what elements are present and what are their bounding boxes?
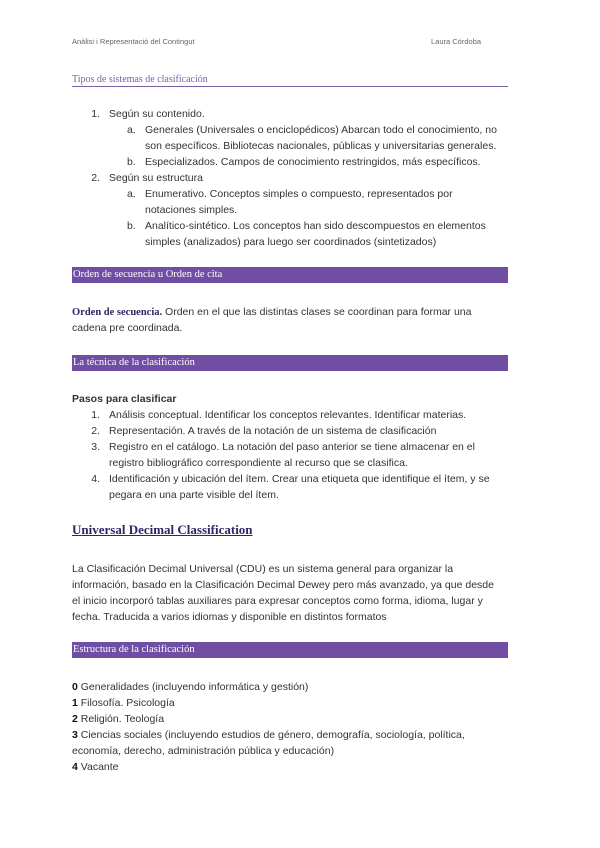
header-author: Laura Córdoba: [431, 37, 482, 46]
udc-line: La Clasificación Decimal Universal (CDU) es un sistema general para organizar la: [72, 563, 454, 575]
steps-subtitle: Pasos para clasificar: [72, 393, 177, 405]
udc-line: información, basado en la Clasificación Decimal Dewey pero más avanzado, ya que desde: [72, 579, 494, 591]
step-number: 2.: [91, 425, 100, 437]
udc-title: Universal Decimal Classification: [72, 522, 253, 537]
class-row: [72, 759, 119, 775]
sub-item-line: Enumerativo. Conceptos simples o compuesto, representados por: [145, 188, 453, 200]
udc-line: fecha. Traducida a varios idiomas y disponible en distintos formatos: [72, 611, 387, 623]
class-number: 1: [72, 697, 78, 709]
class-row: [72, 727, 465, 743]
sub-item-line: Especializados. Campos de conocimiento restringidos, más específicos.: [145, 156, 481, 168]
orden-paragraph: [72, 304, 471, 321]
sub-letter: b.: [127, 220, 136, 232]
class-label: Religión. Teología: [77, 713, 165, 725]
header-course-title: Anàlisi i Representació del Contingut: [72, 37, 195, 46]
orden-definition: Orden en el que las distintas clases se coordinan para formar una: [162, 306, 472, 318]
sub-item-line: Analítico-sintético. Los conceptos han sido descompuestos en elementos: [145, 220, 486, 232]
step-line: Representación. A través de la notación de un sistema de clasificación: [109, 425, 437, 437]
list-item: Según su contenido.: [109, 108, 205, 120]
sub-letter: a.: [127, 124, 136, 136]
sub-item-line: son específicos. Bibliotecas nacionales, públicas y universitarias generales.: [145, 140, 497, 152]
step-line: Registro en el catálogo. La notación del paso anterior se tiene almacenar en el: [109, 441, 475, 453]
step-number: 3.: [91, 441, 100, 453]
orden-paragraph-line2: cadena pre coordinada.: [72, 322, 183, 334]
step-number: 1.: [91, 409, 100, 421]
section-bar-orden: Orden de secuencia u Orden de cita: [72, 267, 508, 283]
udc-line: el inicio incorporó tablas auxiliares para expresar conceptos como forma, idioma, lugar y: [72, 595, 483, 607]
step-number: 4.: [91, 473, 100, 485]
list-number: 1.: [91, 108, 100, 120]
sub-letter: b.: [127, 156, 136, 168]
sub-item-line: Generales (Universales o enciclopédicos) Abarcan todo el conocimiento, no: [145, 124, 497, 136]
class-row: [72, 679, 308, 695]
step-line: registro bibliográfico correspondiente al recurso que se clasifica.: [109, 457, 408, 469]
class-number: 2: [72, 713, 78, 725]
step-line: Análisis conceptual. Identificar los conceptos relevantes. Identificar materias.: [109, 409, 467, 421]
sub-letter: a.: [127, 188, 136, 200]
class-row-continuation: economía, derecho, administración pública y educación): [72, 745, 335, 757]
class-number: 3: [72, 729, 78, 741]
section-bar-tecnica: La técnica de la clasificación: [72, 355, 508, 371]
class-row: [72, 711, 164, 727]
class-label: Generalidades (incluyendo informática y gestión): [77, 681, 309, 693]
section-link-tipos[interactable]: Tipos de sistemas de clasificación: [72, 74, 508, 87]
sub-item-line: simples (analizados) para luego ser coordinados (sintetizados): [145, 236, 437, 248]
class-number: 4: [72, 761, 78, 773]
class-label: Ciencias sociales (incluyendo estudios de género, demografía, sociología, política,: [77, 729, 465, 741]
sub-item-line: notaciones simples.: [145, 204, 238, 216]
list-number: 2.: [91, 172, 100, 184]
class-label: Vacante: [77, 761, 119, 773]
class-number: 0: [72, 681, 78, 693]
class-row: [72, 695, 175, 711]
list-item: Según su estructura: [109, 172, 203, 184]
class-label: Filosofía. Psicología: [77, 697, 175, 709]
step-line: pegara en una parte visible del ítem.: [109, 489, 279, 501]
orden-term: Orden de secuencia.: [72, 307, 163, 318]
section-bar-estructura: Estructura de la clasificación: [72, 642, 508, 658]
step-line: Identificación y ubicación del ítem. Crear una etiqueta que identifique el ítem, y se: [109, 473, 490, 485]
